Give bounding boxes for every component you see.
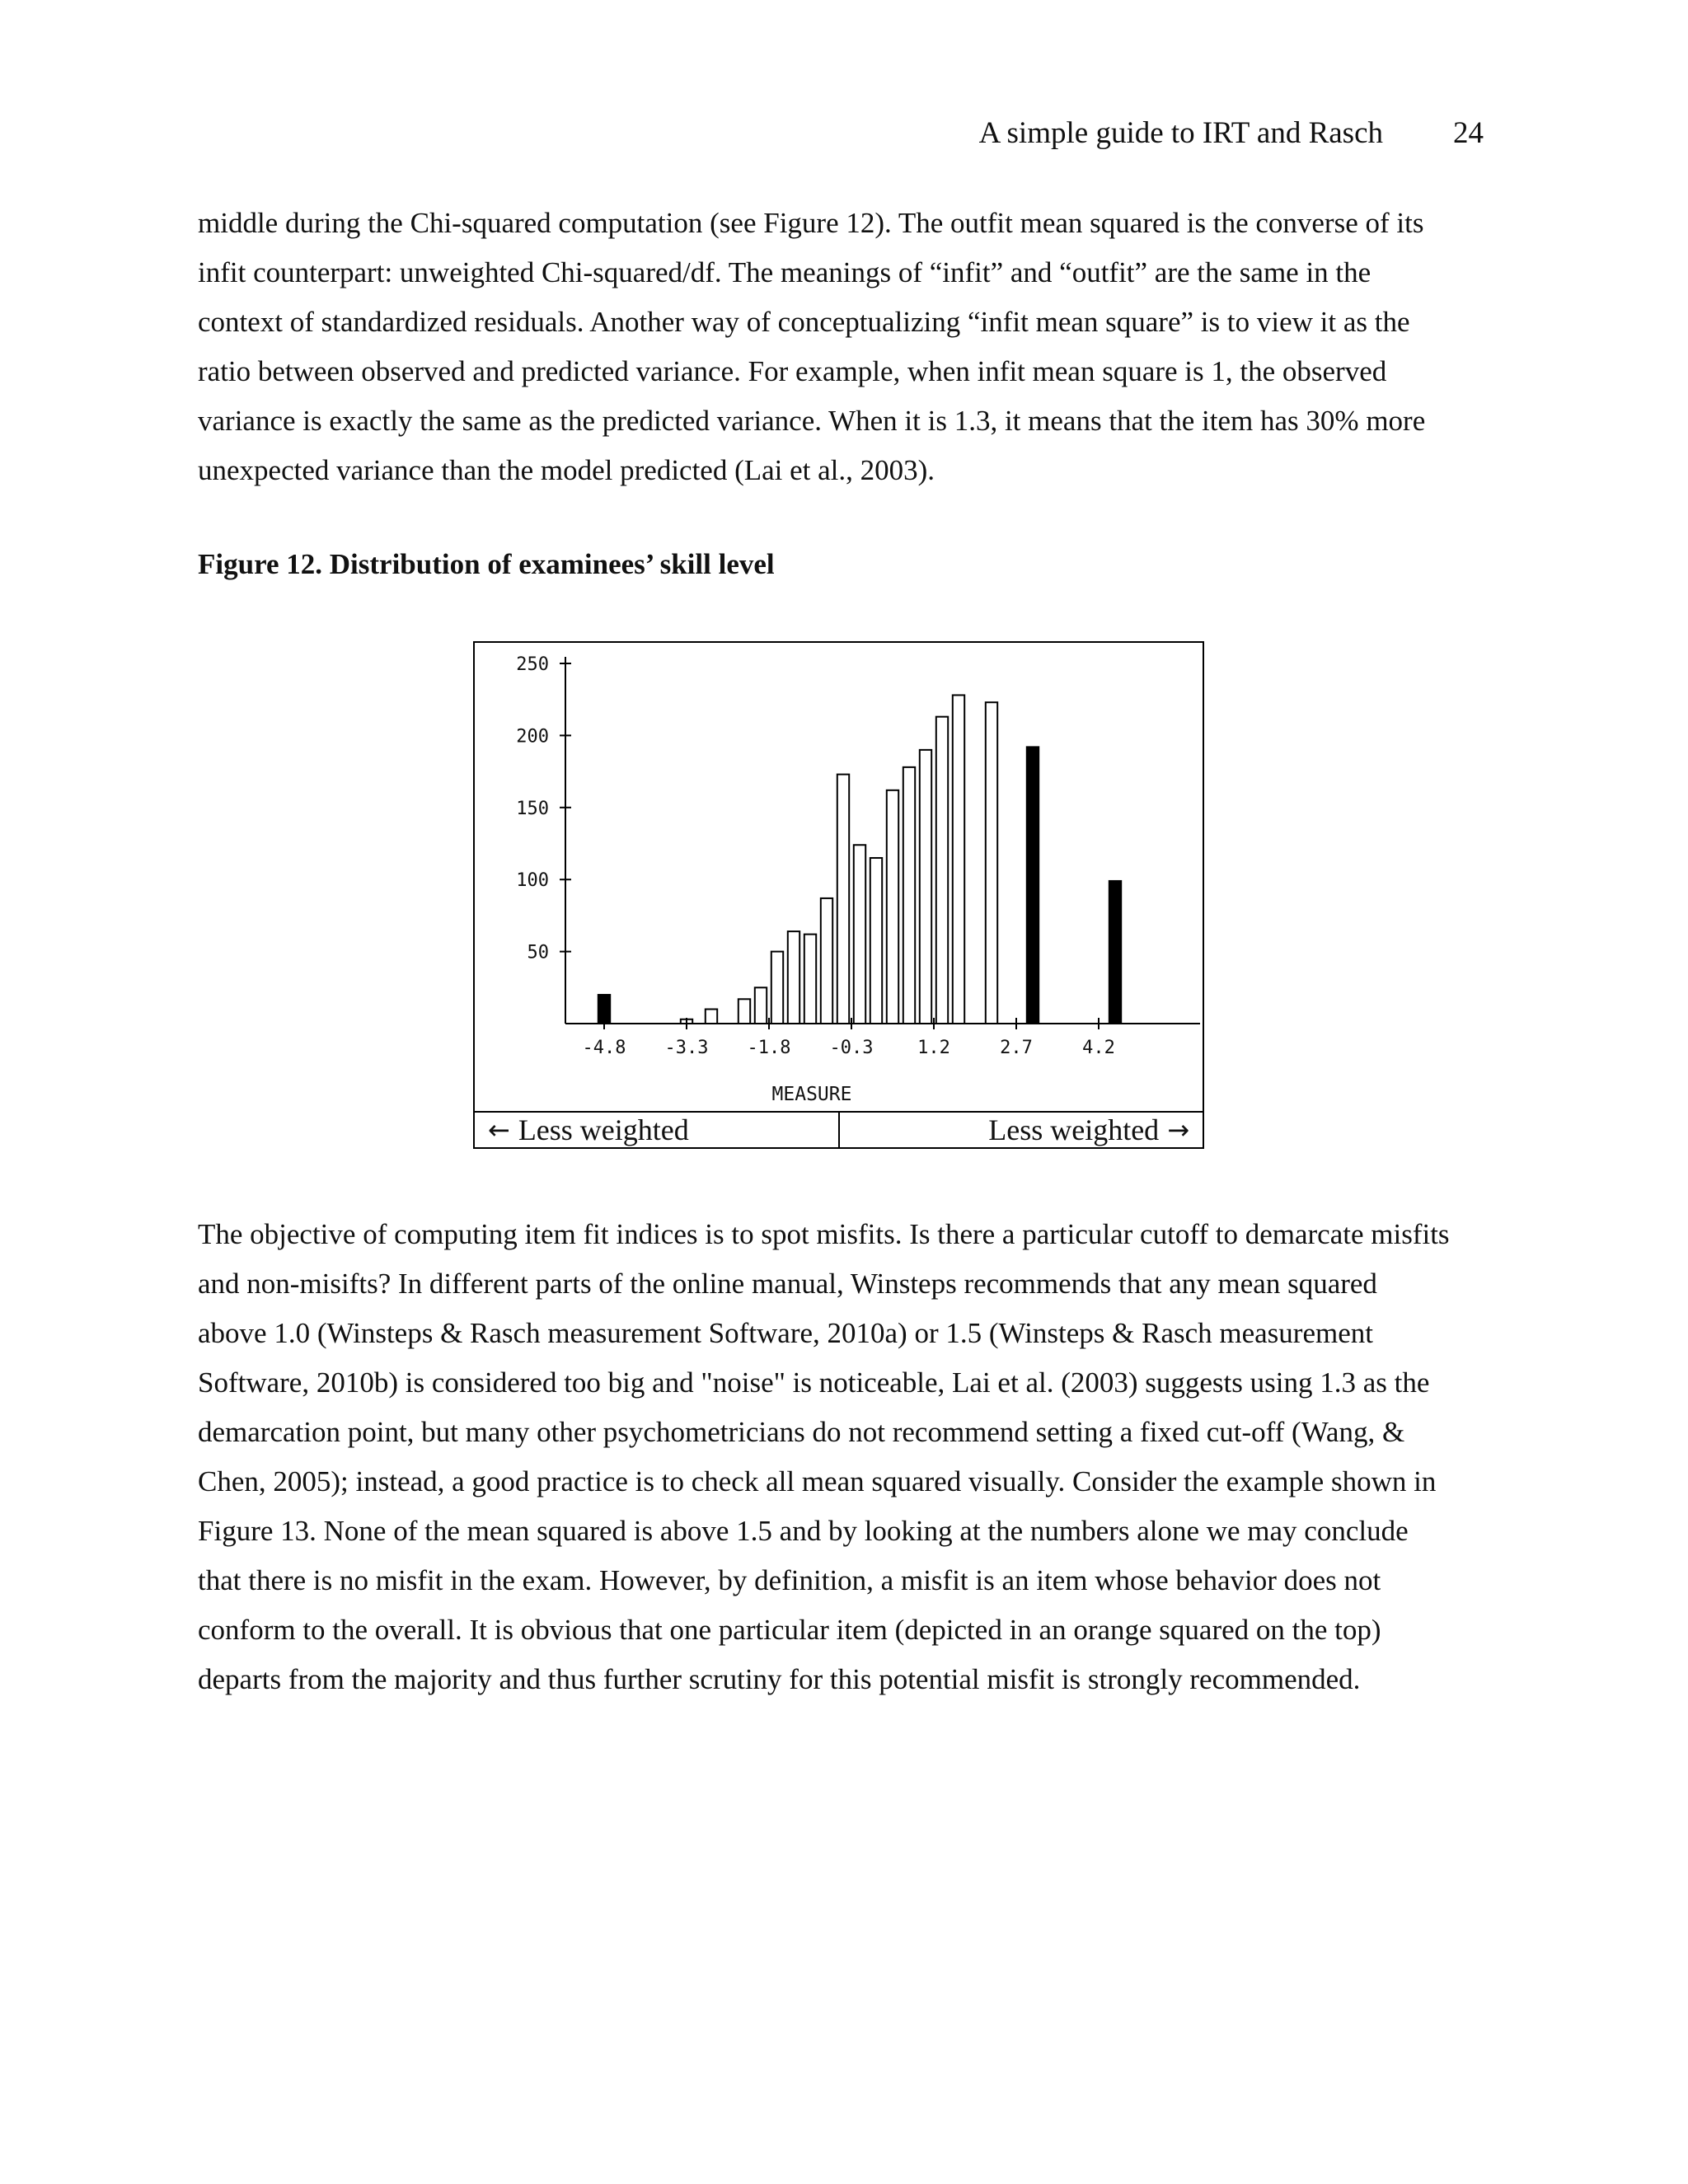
paragraph-line: and non-misifts? In different parts of the online manual, Winsteps recommends that any mean squared [198,1268,1377,1300]
x-tick-label: -4.8 [582,1038,626,1058]
histogram-bar [903,767,915,1024]
paragraph-line: context of standardized residuals. Another way of conceptualizing “infit mean square” is to view it as the [198,306,1410,338]
histogram-bar [953,695,964,1024]
legend-right-label: Less weighted [988,1113,1160,1146]
x-tick-label: 4.2 [1082,1038,1115,1058]
paragraph-line: ratio between observed and predicted variance. For example, when infit mean square is 1, the observed [198,355,1387,387]
histogram-bar [804,935,816,1024]
legend-right [840,1113,1203,1147]
histogram-bar [837,775,849,1024]
y-tick-label: 200 [516,726,549,748]
histogram-bar [870,858,882,1024]
y-axis-ticks [516,654,571,963]
paragraph-line: variance is exactly the same as the predicted variance. When it is 1.3, it means that the item has 30% more [198,405,1426,437]
histogram-bar [706,1010,717,1024]
paragraph-cutoff [198,1210,1492,1704]
paragraph-intro [198,199,1492,495]
histogram-bar [887,790,898,1024]
histogram-bar [788,931,799,1024]
chart-bars [598,695,1121,1024]
x-tick-label: 1.2 [917,1038,950,1058]
histogram-bar [936,717,948,1024]
paragraph-line: departs from the majority and thus further scrutiny for this potential misfit is strongly recommended. [198,1663,1361,1695]
weighting-legend [475,1111,1203,1147]
paragraph-line: Figure 13. None of the mean squared is above 1.5 and by looking at the numbers alone we may conclude [198,1515,1409,1547]
arrow-left-icon: ← [488,1114,510,1146]
paragraph-line: demarcation point, but many other psychometricians do not recommend setting a fixed cut-off (Wang, & [198,1416,1405,1448]
histogram-bar [854,845,865,1024]
filled-bar [1027,747,1039,1024]
histogram-bar [821,898,832,1024]
paragraph-line: Software, 2010b) is considered too big and "noise" is noticeable, Lai et al. (2003) suggests using 1.3 as the [198,1366,1430,1399]
histogram-bar [986,702,997,1024]
histogram-chart [475,643,1203,1113]
y-tick-label: 250 [516,654,549,675]
histogram-bar [771,952,783,1024]
y-tick-label: 150 [516,798,549,819]
figure-caption: Figure 12. Distribution of examinees’ skill level [198,548,775,580]
histogram-bar [920,750,931,1024]
x-tick-label: -0.3 [829,1038,874,1058]
paragraph-line: above 1.0 (Winsteps & Rasch measurement Software, 2010a) or 1.5 (Winsteps & Rasch measurement [198,1317,1373,1349]
figure-histogram [473,641,1204,1149]
paragraph-line: middle during the Chi-squared computation (see Figure 12). The outfit mean squared is the converse of its [198,207,1424,239]
paragraph-line: Chen, 2005); instead, a good practice is to check all mean squared visually. Consider the example shown in [198,1465,1437,1497]
filled-bar [1109,881,1121,1024]
x-axis-label: MEASURE [771,1084,852,1105]
y-tick-label: 100 [516,870,549,892]
page-number: 24 [1453,116,1484,150]
paragraph-line: infit counterpart: unweighted Chi-squared/df. The meanings of “infit” and “outfit” are the same in the [198,256,1372,288]
running-title: A simple guide to IRT and Rasch [978,116,1383,150]
x-tick-label: -3.3 [664,1038,709,1058]
legend-left-label: Less weighted [518,1113,689,1146]
paragraph-line: The objective of computing item fit indices is to spot misfits. Is there a particular cutoff to demarcate misfits [198,1218,1450,1250]
x-tick-label: 2.7 [1000,1038,1033,1058]
y-tick-label: 50 [527,942,549,963]
arrow-right-icon: → [1167,1114,1189,1146]
histogram-bar [738,999,750,1024]
x-tick-label: -1.8 [747,1038,791,1058]
legend-left [475,1113,840,1147]
paragraph-line: conform to the overall. It is obvious that one particular item (depicted in an orange squared on the top) [198,1614,1381,1646]
paragraph-line: that there is no misfit in the exam. However, by definition, a misfit is an item whose behavior does not [198,1564,1381,1596]
paragraph-line: unexpected variance than the model predicted (Lai et al., 2003). [198,454,935,486]
histogram-bar [755,987,767,1024]
